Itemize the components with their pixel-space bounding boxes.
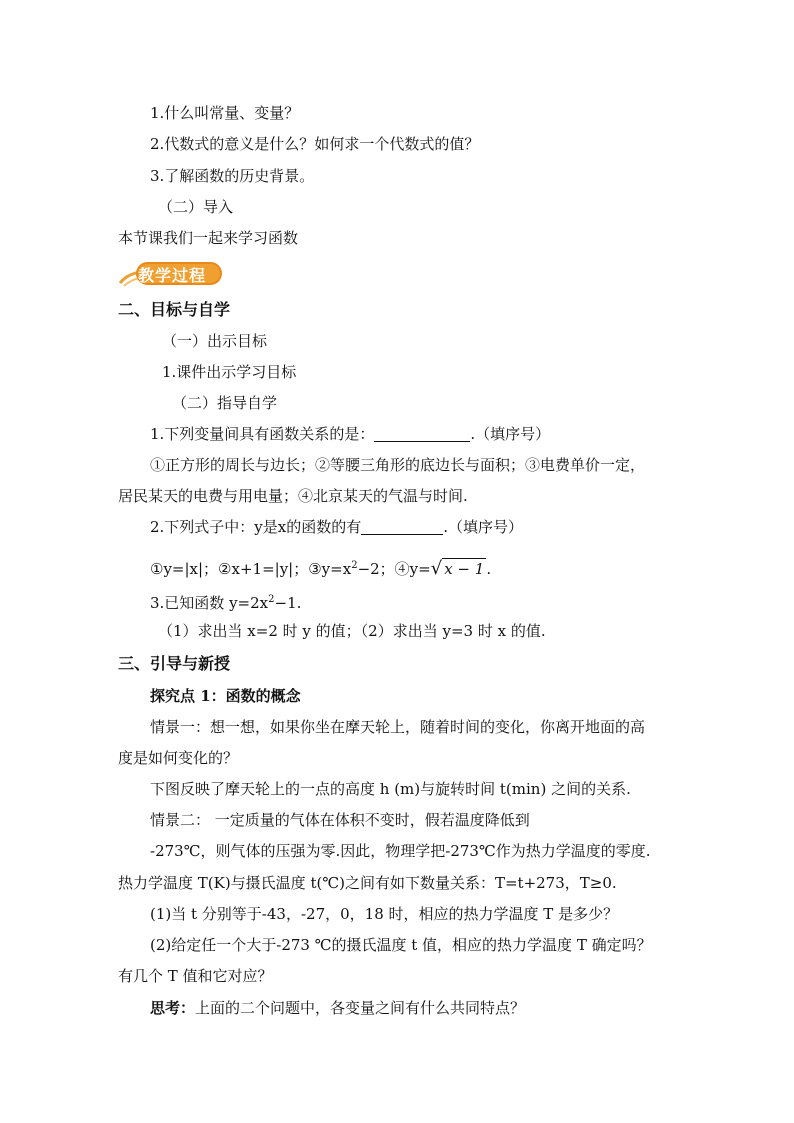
question-3-parts: （1）求出当 x=2 时 y 的值；（2）求出当 y=3 时 x 的值. xyxy=(158,622,546,640)
q3-exponent: 2 xyxy=(268,594,275,605)
q3-part-a: 3.已知函数 y=2x xyxy=(150,594,269,612)
q3-part-b: −1. xyxy=(274,594,302,612)
question-1-options-a: ①正方形的周长与边长；②等腰三角形的底边长与面积；③电费单价一定， xyxy=(150,456,646,474)
answer-blank-1[interactable] xyxy=(374,425,470,442)
q2-exponent: 2 xyxy=(351,560,358,571)
question-1-tail: .（填序号） xyxy=(470,425,551,443)
q2-end: . xyxy=(486,560,492,578)
question-2-tail: .（填序号） xyxy=(443,518,524,536)
intro-heading: （二）导入 xyxy=(158,198,234,216)
answer-blank-2[interactable] xyxy=(361,518,443,535)
scenario-2-question-1: (1)当 t 分别等于-43，-27，0，18 时，相应的热力学温度 T 是多少？ xyxy=(150,905,619,923)
think-line xyxy=(150,998,525,1018)
question-1-text: 1.下列变量间具有函数关系的是： xyxy=(150,425,375,443)
question-2-options xyxy=(150,556,491,579)
sqrt-icon: √ xyxy=(430,558,443,579)
scenario-1-b: 度是如何变化的？ xyxy=(118,749,239,767)
scenario-2-b: -273℃，则气体的压强为零.因此，物理学把-273℃作为热力学温度的零度. xyxy=(150,842,651,860)
scenario-2-question-2-b: 有几个 T 值和它对应？ xyxy=(118,967,273,985)
scenario-2-c: 热力学温度 T(K)与摄氏温度 t(℃)之间有如下数量关系：T=t+273，T≥0. xyxy=(118,874,617,892)
question-2 xyxy=(150,517,523,537)
sqrt-radicand: x − 1 xyxy=(444,560,485,578)
teaching-process-badge xyxy=(118,259,228,289)
think-label: 思考： xyxy=(150,999,196,1017)
scenario-2-question-2-a: (2)给定任一个大于-273 ℃的摄氏温度 t 值，相应的热力学温度 T 确定吗？ xyxy=(150,936,652,954)
section2-sub1-item: 1.课件出示学习目标 xyxy=(162,363,297,381)
review-item-2: 2.代数式的意义是什么？如何求一个代数式的值？ xyxy=(150,135,480,153)
scenario-1-c: 下图反映了摩天轮上的一点的高度 h (m)与旋转时间 t(min) 之间的关系. xyxy=(150,780,631,798)
question-1 xyxy=(150,424,550,444)
q2-options-part-a: ①y=|x|；②x+1=|y|；③y=x xyxy=(150,560,352,578)
section2-sub2: （二）指导自学 xyxy=(172,394,278,412)
section3-title: 三、引导与新授 xyxy=(118,654,231,673)
scenario-2-a: 情景二： 一定质量的气体在体积不变时，假若温度降低到 xyxy=(150,811,530,829)
badge-label: 教学过程 xyxy=(138,266,207,285)
q2-options-part-b: −2；④y= xyxy=(357,560,431,578)
section2-sub1: （一）出示目标 xyxy=(162,332,268,350)
scenario-1-a: 情景一：想一想，如果你坐在摩天轮上，随着时间的变化，你离开地面的高 xyxy=(150,718,646,736)
question-1-options-b: 居民某天的电费与用电量；④北京某天的气温与时间. xyxy=(118,487,468,505)
section2-title: 二、目标与自学 xyxy=(118,300,231,319)
review-item-3: 3.了解函数的历史背景。 xyxy=(150,167,315,185)
explore-point-1: 探究点 1：函数的概念 xyxy=(150,687,301,705)
intro-text: 本节课我们一起来学习函数 xyxy=(118,229,299,247)
review-item-1: 1.什么叫常量、变量？ xyxy=(150,104,300,122)
question-3 xyxy=(150,590,301,613)
think-text: 上面的二个问题中，各变量之间有什么共同特点？ xyxy=(195,999,526,1017)
question-2-text: 2.下列式子中：y是x的函数的有 xyxy=(150,518,362,536)
